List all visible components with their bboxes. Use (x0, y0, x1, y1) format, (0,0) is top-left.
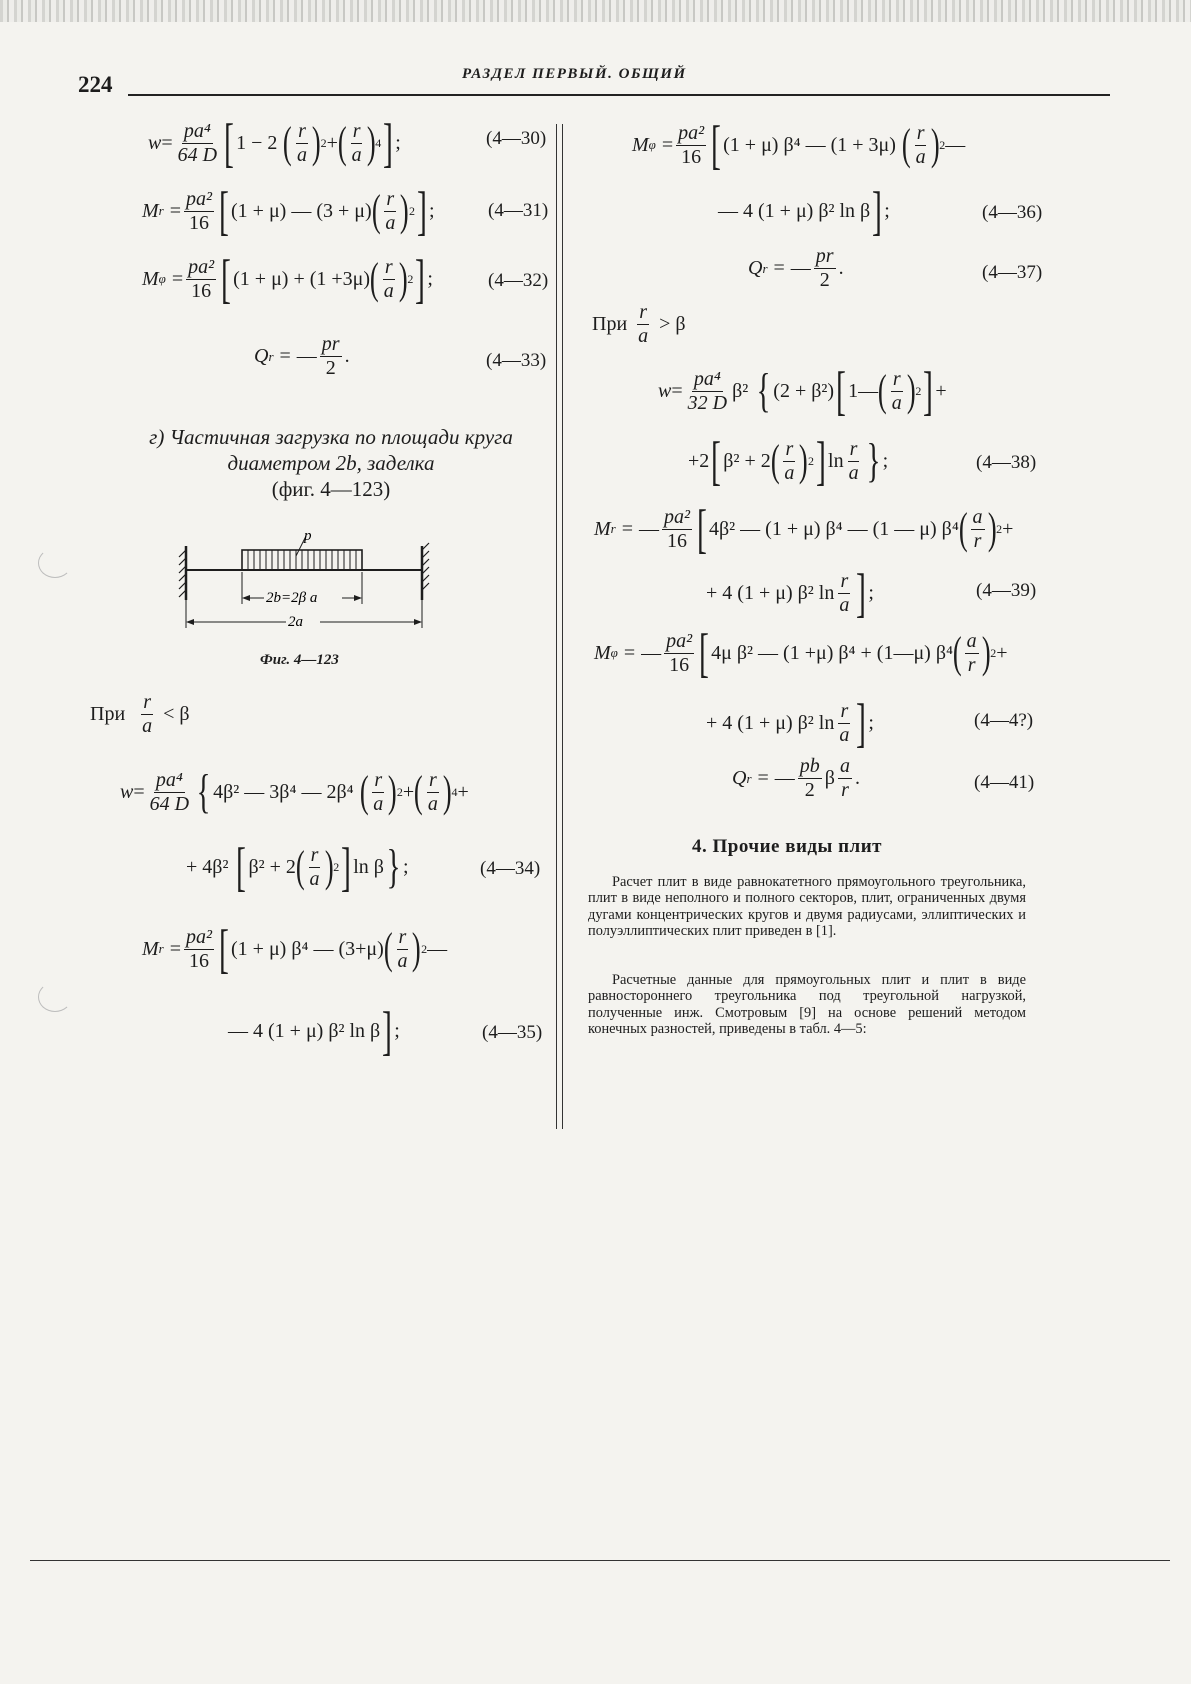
equation-4-31: M r = $\frac{\text{pa²}}{16}$ [ (1 + μ) — (3 + μ) ( $\frac{r}{a}$ ) 2 ] ; (142, 181, 435, 241)
equation-4-37: Q r = — $\frac{pr}{2}$ . (748, 245, 844, 291)
equation-number: (4—38) (976, 452, 1037, 473)
equation-4-36-line-2: — 4 (1 + μ) β² ln β ] ; (718, 181, 890, 241)
inner-dimension-label: 2b=2β a (266, 590, 318, 606)
condition-r-less-beta: При $\frac{r}{a}$ < β (90, 691, 190, 737)
figure-drawing (178, 528, 468, 668)
page-header (78, 66, 1110, 106)
equation-number: (4—36) (982, 202, 1043, 223)
equation-number: (4—35) (482, 1022, 543, 1043)
column-divider-line-1 (556, 124, 557, 1129)
equation-4-38-line-1: w = $\frac{\text{pa⁴}}{32 D}$ β² { (2 + β²) [ 1— ( $\frac{r}{a}$ ) 2 ] + (658, 361, 947, 421)
figure-caption: Фиг. 4—123 (260, 652, 339, 668)
paragraph-2: Расчетные данные для прямоугольных плит и плит в виде равностороннего треугольника под треугольной нагрузкой, полученные инж. Смотровым [9] на основе решений методом конечных разностей, приведены в табл. 4—5: (588, 972, 1026, 1038)
equation-4-35-line-1: M r = $\frac{\text{pa²}}{16}$ [ (1 + μ) β⁴ — (3+μ) ( $\frac{r}{a}$ ) 2 — (142, 919, 448, 979)
equation-4-34-line-1: w = $\frac{\text{pa⁴}}{64 D}$ { 4β² — 3β⁴ — 2β⁴ ( $\frac{r}{a}$ ) 2 + ( $\frac{r}{a}$ ) 4 + (120, 765, 469, 818)
equation-number: (4—4?) (974, 710, 1034, 731)
equation-4-41: Q r = — $\frac{pb}{2}$ β $\frac{a}{r}$ . (732, 755, 860, 801)
equation-4-33: Q r = — $\frac{pr}{2}$ . (254, 333, 350, 379)
section-heading: 4. Прочие виды плит (692, 836, 882, 857)
equation-number: (4—41) (974, 772, 1035, 793)
outer-dimension-label: 2a (288, 614, 303, 630)
equation-4-30: w = $\frac{\text{pa⁴}}{64 D}$ [ 1 − 2 ( $\frac{r}{a}$ ) 2 + ( $\frac{r}{a}$ ) 4 ] ; (148, 113, 401, 173)
subsection-title: г) Частичная загрузка по площади круга диаметром 2b, заделка (фиг. 4—123) (149, 425, 513, 501)
bottom-scan-edge (30, 1560, 1170, 1561)
binder-hole-mark (38, 982, 72, 1012)
column-divider-line-2 (562, 124, 563, 1129)
equation-4-40-line-1: M φ = — $\frac{\text{pa²}}{16}$ [ 4μ β² — (1 +μ) β⁴ + (1—μ) β⁴ ( $\frac{a}{r}$ ) 2 + (594, 623, 1008, 683)
equation-number: (4—32) (488, 270, 549, 291)
paragraph-1: Расчет плит в виде равнокатетного прямоугольного треугольника, плит в виде неполного и полного секторов, плит, ограниченных двумя дугами концентрических кругов и двумя радиусами, эллиптических и полуэллиптических плит приведен в [1]. (588, 874, 1026, 940)
equation-number: (4—33) (486, 350, 547, 371)
figure-4-123 (178, 528, 468, 668)
load-label: p (304, 528, 312, 544)
header-rule (128, 94, 1110, 96)
scan-noise-strip (0, 0, 1191, 22)
condition-r-greater-beta: При $\frac{r}{a}$ > β (592, 301, 686, 347)
equation-number: (4—39) (976, 580, 1037, 601)
equation-4-40-line-2: + 4 (1 + μ) β² ln $\frac{r}{a}$ ] ; (706, 693, 874, 753)
equation-4-36-line-1: M φ = $\frac{\text{pa²}}{16}$ [ (1 + μ) β⁴ — (1 + 3μ) ( $\frac{r}{a}$ ) 2 — (632, 115, 966, 175)
equation-number: (4—30) (486, 128, 547, 149)
running-title: РАЗДЕЛ ПЕРВЫЙ. ОБЩИЙ (462, 66, 687, 82)
binder-hole-mark (38, 548, 72, 578)
equation-4-35-line-2: — 4 (1 + μ) β² ln β ] ; (228, 1001, 400, 1061)
equation-4-39-line-1: M r = — $\frac{\text{pa²}}{16}$ [ 4β² — (1 + μ) β⁴ — (1 — μ) β⁴ ( $\frac{a}{r}$ ) 2 + (594, 499, 1014, 559)
equation-number: (4—34) (480, 858, 541, 879)
equation-number: (4—31) (488, 200, 549, 221)
page-number: 224 (78, 72, 113, 97)
equation-4-38-line-2: +2 [ β² + 2 ( $\frac{r}{a}$ ) 2 ] ln $\frac{r}{a}$ } ; (688, 431, 889, 491)
equation-4-32: M φ = $\frac{\text{pa²}}{16}$ [ (1 + μ) + (1 +3μ) ( $\frac{r}{a}$ ) 2 ] ; (142, 249, 433, 309)
equation-number: (4—37) (982, 262, 1043, 283)
equation-4-39-line-2: + 4 (1 + μ) β² ln $\frac{r}{a}$ ] ; (706, 563, 874, 623)
equation-4-34-line-2: + 4β² [ β² + 2 ( $\frac{r}{a}$ ) 2 ] ln β } ; (186, 837, 409, 897)
